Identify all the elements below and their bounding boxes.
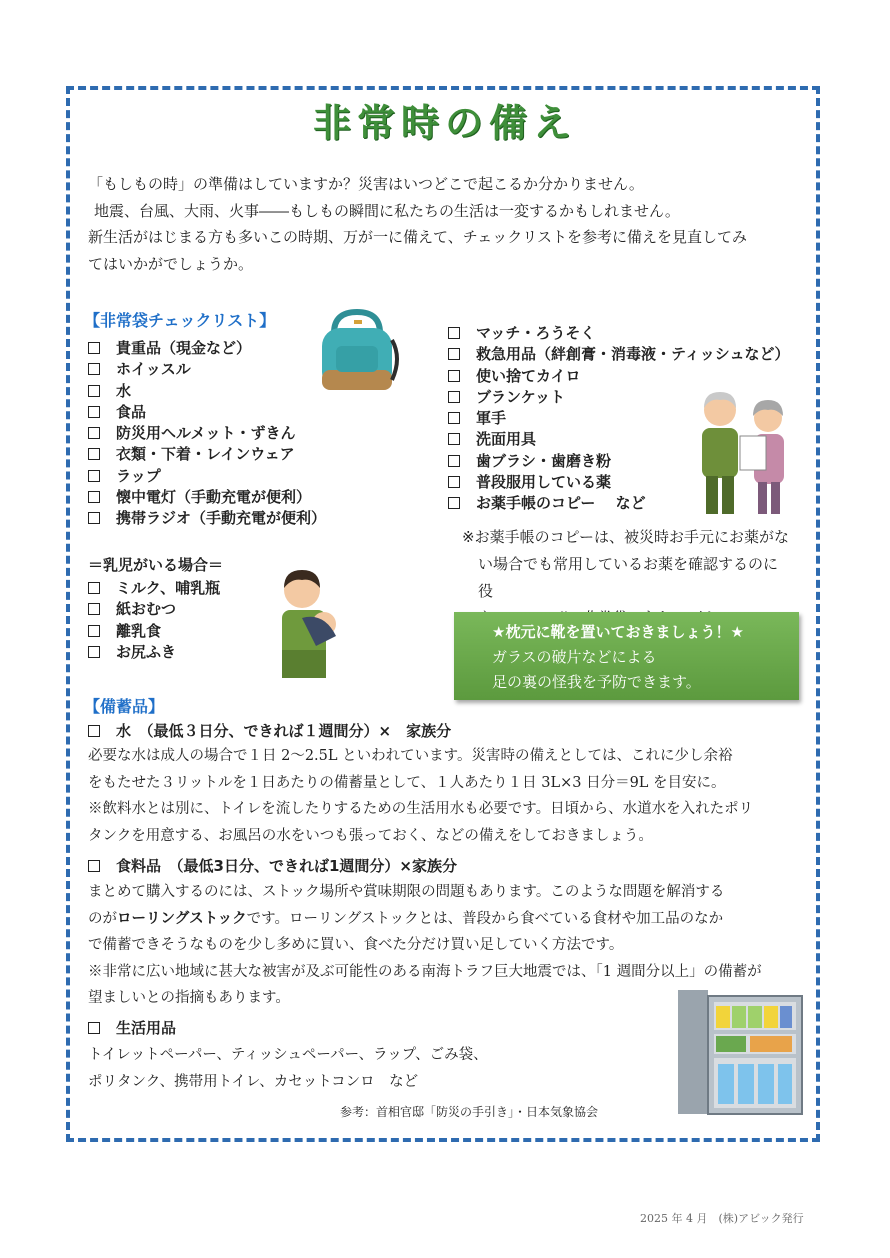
checkbox-icon [448,327,460,339]
list-item: 懐中電灯（手動充電が便利） [88,487,326,508]
paragraph-line: 望ましいとの指摘もあります。 [88,990,290,1006]
checkbox-icon [88,342,100,354]
list-item: ミルク、哺乳瓶 [88,578,220,599]
checkbox-icon [448,476,460,488]
list-item: ラップ [88,466,326,487]
note-line: い場合でも常用しているお薬を確認するのに役 [478,555,779,600]
checkbox-icon [88,625,100,637]
daily-label: 生活用品 [88,1017,176,1038]
intro-line: 「もしもの時」の準備はしていますか？災害はいつどこで起こるか分かりません。 [88,175,644,193]
list-item: 歯ブラシ・歯磨き粉 [448,451,790,472]
paragraph-line: トイレットペーパー、ティッシュペーパー、ラップ、ごみ袋、 [88,1047,488,1063]
checklist-left [88,338,326,530]
checkbox-icon [88,582,100,594]
list-item: 洗面用具 [448,429,790,450]
list-item: 携帯ラジオ（手動充電が便利） [88,508,326,529]
checkbox-icon [448,391,460,403]
checkbox-icon [448,348,460,360]
paragraph-line: のがローリングストックです。ローリングストックとは、普段から食べている食材や加工品のなか [88,910,724,927]
checkbox-icon [88,646,100,658]
storage-shelf-icon [676,988,806,1116]
list-item: 食品 [88,402,326,423]
tip-heading: ★枕元に靴を置いておきましょう！★ [492,623,744,641]
checkbox-icon [88,512,100,524]
paragraph-line: タンクを用意する、お風呂の水をいつも張っておく、などの備えをしておきましょう。 [88,827,653,844]
list-item: 紙おむつ [88,599,220,620]
checkbox-icon [88,491,100,503]
list-item: 軍手 [448,408,790,429]
list-item: ホイッスル [88,359,326,380]
backpack-icon [312,308,402,393]
intro-line: 地震、台風、大雨、火事――もしもの瞬間に私たちの生活は一変するかもしれません。 [94,201,680,220]
checkbox-icon [88,603,100,615]
reference-text: 参考：首相官邸「防災の手引き」・日本気象協会 [340,1105,599,1119]
checkbox-icon [88,385,100,397]
infant-list [88,578,220,663]
paragraph-line: ※飲料水とは別に、トイレを流したりするための生活用水も必要です。日頃から、水道水を入れたポリ [88,801,754,817]
daily-text [88,1042,648,1095]
intro-text [88,171,818,277]
note-line: ※お薬手帳のコピーは、被災時お手元にお薬がな [462,528,789,546]
tip-line: 足の裏の怪我を予防できます。 [492,673,701,691]
list-item: 使い捨てカイロ [448,366,790,387]
checkbox-icon [88,860,100,872]
intro-line: てはいかがでしょうか。 [88,254,254,273]
intro-line: 新生活がはじまる方も多いこの時期、万が一に備えて、チェックリストを参考に備えを見直してみ [88,228,747,246]
list-item: マッチ・ろうそく [448,323,790,344]
list-item: 救急用品（絆創膏・消毒液・ティッシュなど） [448,344,790,365]
infant-heading: ＝乳児がいる場合＝ [88,556,224,574]
checklist-heading: 【非常袋チェックリスト】 [84,311,276,330]
checkbox-icon [88,406,100,418]
list-item: 貴重品（現金など） [88,338,326,359]
checkbox-icon [448,455,460,467]
water-text [88,743,808,849]
list-item: お薬手帳のコピー など [448,493,790,514]
paragraph-line: で備蓄できそうなものを少し多めに買い、食べた分だけ買い足していく方法です。 [88,937,624,953]
tip-line: ガラスの破片などによる [492,648,657,666]
paragraph-line: ポリタンク、携帯用トイレ、カセットコンロ など [88,1073,419,1090]
checkbox-icon [448,370,460,382]
page-title: 非常時の備え [312,101,577,145]
checkbox-icon [448,433,460,445]
list-item: ブランケット [448,387,790,408]
list-item: 衣類・下着・レインウェア [88,444,326,465]
checkbox-icon [88,363,100,375]
elderly-couple-icon [690,388,800,518]
parent-with-baby-icon [276,566,346,682]
checkbox-icon [448,497,460,509]
paragraph-line: 必要な水は成人の場合で１日 2～2.5L といわれています。災害時の備えとしては、これに少し余裕 [88,748,733,764]
paragraph-line: まとめて購入するのには、ストック場所や賞味期限の問題もあります。このような問題を解消する [88,884,725,900]
paragraph-line: をもたせた３リットルを１日あたりの備蓄量として、１人あたり１日 3L×3 日分＝9L を目安に。 [88,774,726,791]
paragraph-line: ※非常に広い地域に甚大な被害が及ぶ可能性のある南海トラフ巨大地震では、「1 週間分以上」の備蓄が [88,963,762,980]
footer-text: 2025 年 4 月 (株)アビック発行 [640,1212,804,1225]
checkbox-icon [88,448,100,460]
checkbox-icon [88,1022,100,1034]
food-label: 食料品 （最低3日分、できれば1週間分）×家族分 [88,855,457,876]
list-item: 防災用ヘルメット・ずきん [88,423,326,444]
checkbox-icon [88,427,100,439]
list-item: 普段服用している薬 [448,472,790,493]
stock-heading: 【備蓄品】 [84,697,165,716]
list-item: 水 [88,381,326,402]
list-item: お尻ふき [88,642,220,663]
checkbox-icon [88,725,100,737]
water-label: 水 （最低３日分、できれば１週間分）× 家族分 [88,720,451,741]
checkbox-icon [88,470,100,482]
tip-box [454,612,799,700]
list-item: 離乳食 [88,621,220,642]
checkbox-icon [448,412,460,424]
